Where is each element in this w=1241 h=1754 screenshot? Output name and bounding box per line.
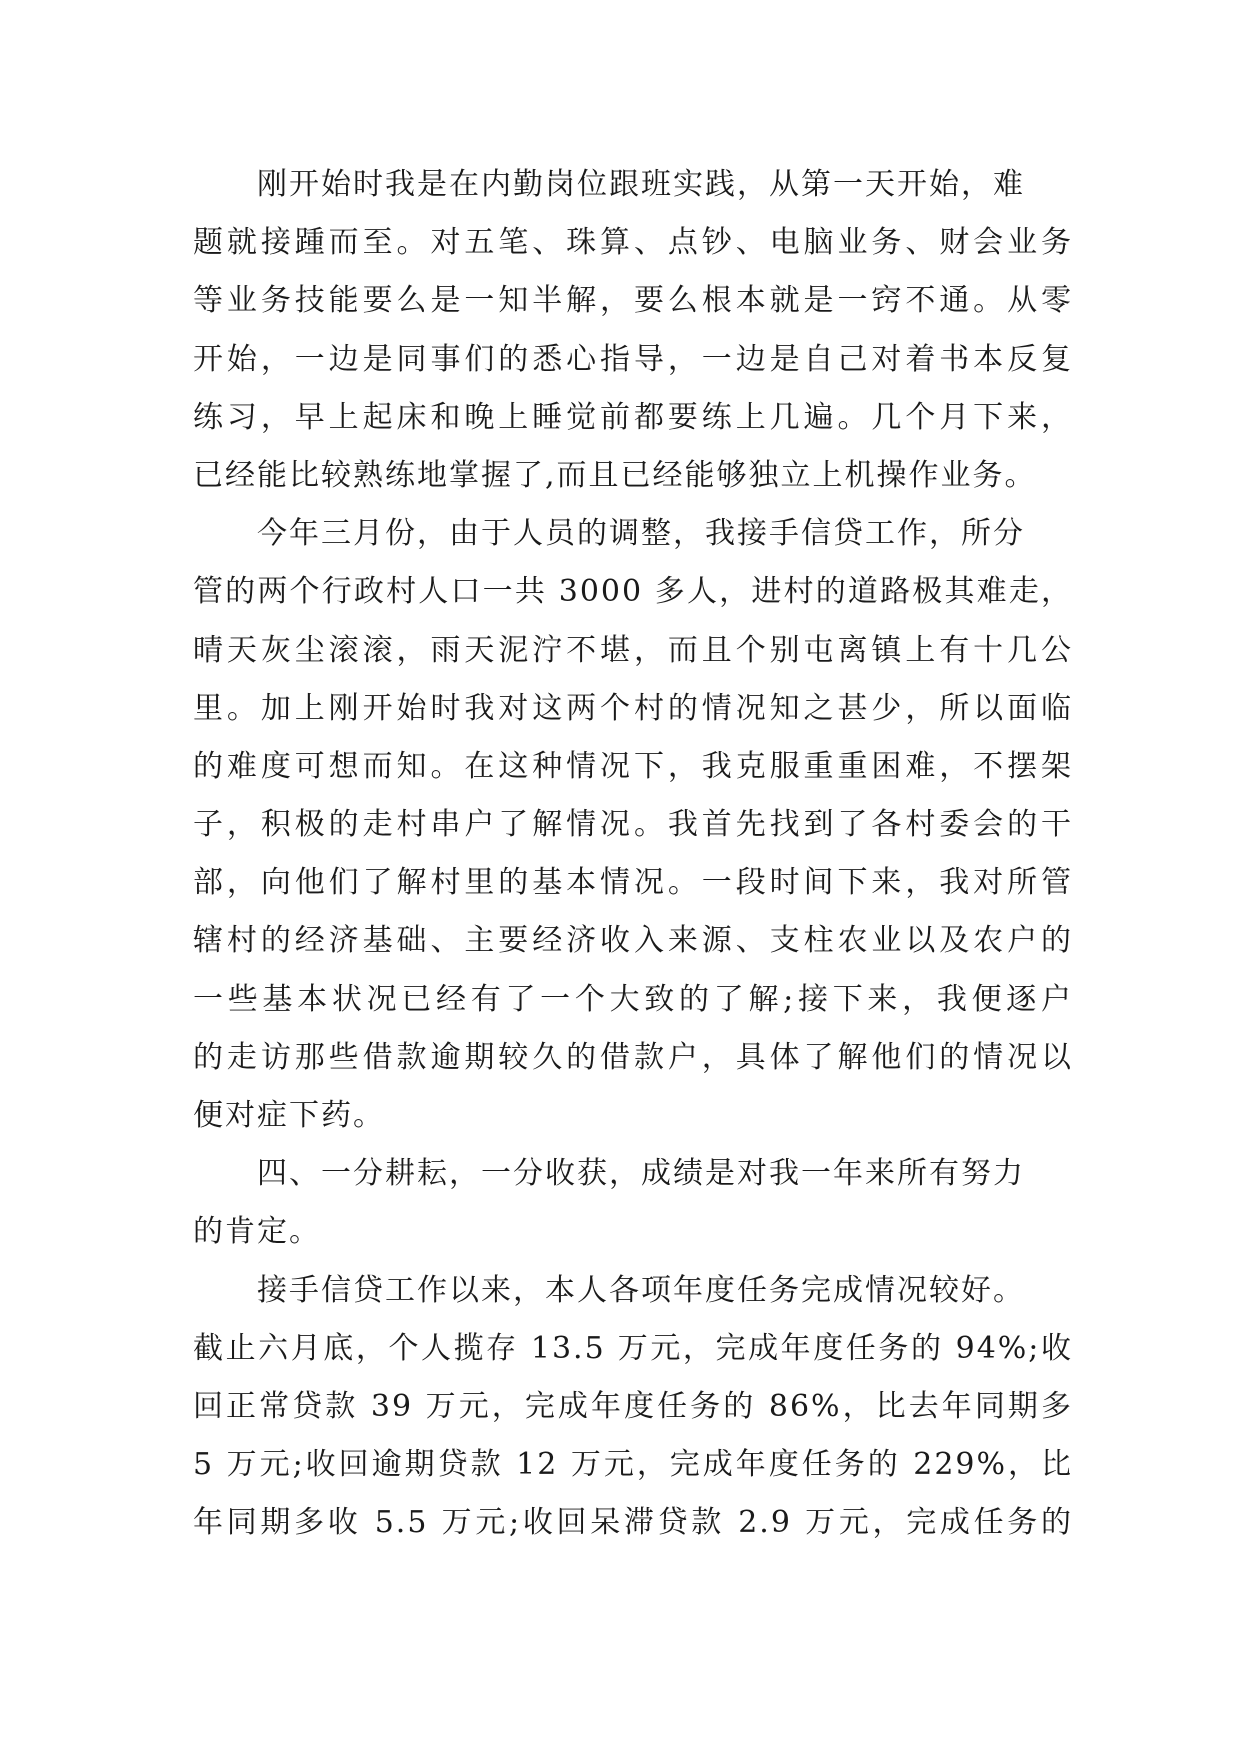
paragraph-1-line-1: 刚开始时我是在内勤岗位跟班实践，从第一天开始，难 — [257, 167, 1025, 202]
paragraph-2-line-3: 晴天灰尘滚滚，雨天泥泞不堪，而且个别屯离镇上有十几公 — [193, 632, 1073, 668]
section-heading-line-2: 的肯定。 — [193, 1214, 321, 1250]
paragraph-2-line-11: 便对症下药。 — [193, 1098, 385, 1133]
paragraph-2-line-9: 一些基本状况已经有了一个大致的了解;接下来，我便逐户 — [193, 981, 1073, 1017]
paragraph-1-line-5: 练习，早上起床和晚上睡觉前都要练上几遍。几个月下来， — [193, 399, 1073, 435]
paragraph-2-line-10: 的走访那些借款逾期较久的借款户，具体了解他们的情况以 — [193, 1039, 1073, 1075]
paragraph-2-line-1: 今年三月份，由于人员的调整，我接手信贷工作，所分 — [257, 516, 1025, 552]
body-text — [193, 156, 1073, 1553]
paragraph-3-line-1: 接手信贷工作以来，本人各项年度任务完成情况较好。 — [257, 1272, 1025, 1308]
paragraph-2-line-7: 部，向他们了解村里的基本情况。一段时间下来，我对所管 — [193, 865, 1073, 901]
paragraph-3-line-4: 5 万元;收回逾期贷款 12 万元，完成年度任务的 229%，比 — [193, 1447, 1073, 1483]
paragraph-2-line-6: 子，积极的走村串户了解情况。我首先找到了各村委会的干 — [193, 807, 1073, 843]
paragraph-3-line-3: 回正常贷款 39 万元，完成年度任务的 86%，比去年同期多 — [193, 1388, 1073, 1424]
paragraph-1-line-3: 等业务技能要么是一知半解，要么根本就是一窍不通。从零 — [193, 283, 1073, 319]
section-heading-line-1: 四、一分耕耘，一分收获，成绩是对我一年来所有努力 — [257, 1156, 1025, 1192]
paragraph-2-line-4: 里。加上刚开始时我对这两个村的情况知之甚少，所以面临 — [193, 690, 1073, 726]
paragraph-1-line-4: 开始，一边是同事们的悉心指导，一边是自己对着书本反复 — [193, 341, 1073, 377]
paragraph-1-line-6: 已经能比较熟练地掌握了,而且已经能够独立上机操作业务。 — [193, 457, 1037, 493]
paragraph-2-line-2: 管的两个行政村人口一共 3000 多人，进村的道路极其难走， — [193, 574, 1073, 610]
paragraph-2-line-8: 辖村的经济基础、主要经济收入来源、支柱农业以及农户的 — [193, 923, 1073, 959]
paragraph-3-line-5: 年同期多收 5.5 万元;收回呆滞贷款 2.9 万元，完成任务的 — [193, 1505, 1073, 1541]
paragraph-2-line-5: 的难度可想而知。在这种情况下，我克服重重困难，不摆架 — [193, 748, 1073, 784]
paragraph-3-line-2: 截止六月底，个人揽存 13.5 万元，完成年度任务的 94%;收 — [193, 1330, 1073, 1366]
paragraph-1-line-2: 题就接踵而至。对五笔、珠算、点钞、电脑业务、财会业务 — [193, 225, 1073, 261]
